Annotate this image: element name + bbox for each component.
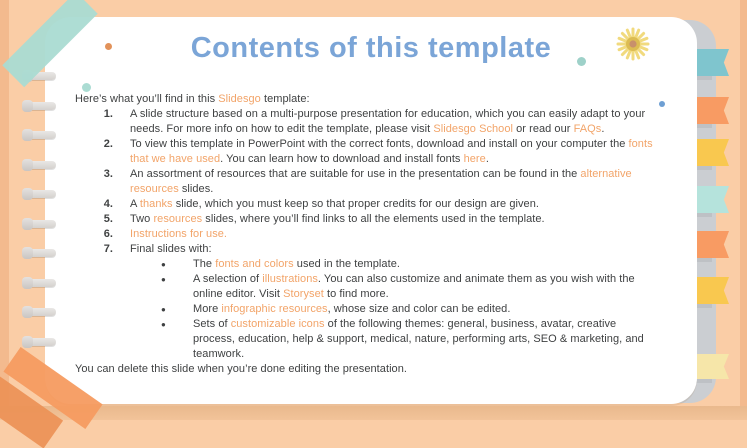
bullet-icon: ● [161,260,166,269]
text-run: To view this template in PowerPoint with the correct fonts, download and install on your computer the [130,138,629,150]
item-text [130,242,660,257]
inline-link[interactable]: illustrations [262,273,318,285]
text-run: . You can learn how to download and install fonts [220,153,464,165]
list-item-2 [75,137,660,167]
inline-link[interactable]: Instructions for use. [130,228,228,240]
text-run: Sets of [193,318,231,330]
contents-list [75,107,660,362]
bullet-icon: ● [161,275,166,284]
binder-ring-6 [22,218,56,230]
intro-line [75,92,660,107]
sub-item-3 [75,302,660,317]
ring-cap [22,306,33,318]
text-run: slides, where you’ll find links to all the elements used in the template. [202,213,545,225]
inline-link[interactable]: fonts and colors [215,258,294,270]
item-text [130,212,660,227]
text-run: . [485,153,489,165]
binder-ring-5 [22,188,56,200]
sub-item-text [193,272,660,302]
list-item-5 [75,212,660,227]
item-number: 2. [103,138,113,150]
text-run: slide, which you must keep so that proper credits for our design are given. [172,198,539,210]
binder-ring-10 [22,336,56,348]
sub-item-1 [75,257,660,272]
text-run: or read our [513,123,574,135]
text-run: to find more. [323,288,389,300]
teal-dot-title-right [577,57,586,66]
text-run: Here’s what you’ll find in this [75,93,219,105]
inline-link[interactable]: fonts that we have used [130,138,653,165]
page-edge-bottom [0,406,747,420]
inline-link[interactable]: infographic resources [221,303,328,315]
text-run: More [193,303,222,315]
orange-dot-top-left [105,43,112,50]
item-number: 1. [103,108,113,120]
list-item-6 [75,227,660,242]
teal-dot-left [82,83,91,92]
list-item-7 [75,242,660,257]
inline-link[interactable]: here [463,153,486,165]
binder-ring-8 [22,277,56,289]
sub-item-4 [75,317,660,362]
item-text [130,197,660,212]
sub-item-2 [75,272,660,302]
text-run: The [193,258,216,270]
text-run: of the following themes: general, business, avatar, creative process, education, help & support, medical, nature, performing arts, SEO & marketing, and teamwork. [193,318,644,360]
item-number: 4. [103,198,113,210]
body-text [75,92,660,377]
item-text [130,167,660,197]
inline-link[interactable]: customizable icons [230,318,325,330]
list-item-3 [75,167,660,197]
binder-ring-9 [22,306,56,318]
inline-link[interactable]: thanks [139,198,173,210]
inline-link[interactable]: Storyset [283,288,324,300]
bullet-icon: ● [161,320,166,329]
ring-cap [22,100,33,112]
footer-note: You can delete this slide when you’re done editing the presentation. [75,363,408,375]
binder-ring-7 [22,247,56,259]
ring-cap [22,129,33,141]
text-run: , whose size and color can be edited. [327,303,511,315]
inline-link[interactable]: resources [153,213,203,225]
item-text [130,137,660,167]
sub-item-text [193,317,660,362]
binder-ring-3 [22,129,56,141]
ring-cap [22,218,33,230]
inline-link[interactable]: Slidesgo [218,93,261,105]
ring-cap [22,159,33,171]
sub-item-text [193,302,660,317]
item-number: 3. [103,168,113,180]
item-number: 5. [103,213,113,225]
text-run: template: [260,93,310,105]
binder-ring-4 [22,159,56,171]
text-run: A slide structure based on a multi-purpose presentation for education, which you can easily adapt to your needs. For more info on how to edit the template, please visit [130,108,646,135]
inline-link[interactable]: Slidesgo School [433,123,514,135]
text-run: . [601,123,605,135]
text-run: Final slides with: [130,243,212,255]
text-run: Two [130,213,154,225]
sun-icon [615,26,651,62]
page-title: Contents of this template [190,32,552,64]
ring-cap [22,336,33,348]
list-item-4 [75,197,660,212]
ring-cap [22,188,33,200]
list-item-1 [75,107,660,137]
text-run: An assortment of resources that are suitable for use in the presentation can be found in the [130,168,581,180]
text-run: A selection of [193,273,263,285]
page-edge-right [740,0,747,420]
inline-link[interactable]: alternative resources [130,168,632,195]
item-text [130,227,660,242]
sub-item-text [193,257,660,272]
ring-cap [22,247,33,259]
text-run: . You can also customize and animate them as you wish with the online editor. Visit [193,273,635,300]
ring-cap [22,277,33,289]
item-number: 7. [103,243,113,255]
bullet-icon: ● [161,305,166,314]
inline-link[interactable]: FAQs [573,123,602,135]
item-number: 6. [103,228,113,240]
text-run: slides. [178,183,214,195]
binder-ring-2 [22,100,56,112]
text-run: A [130,198,140,210]
item-text [130,107,660,137]
text-run: used in the template. [293,258,400,270]
